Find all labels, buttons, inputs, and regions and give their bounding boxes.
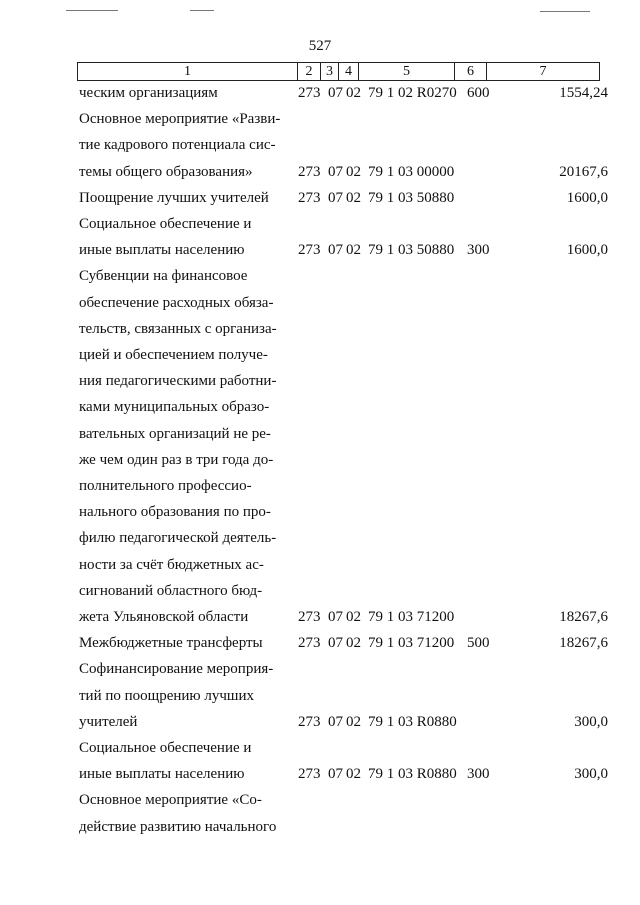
text-line: обеспечение расходных обяза- — [79, 294, 274, 311]
cell-expense-type: 500 — [467, 635, 490, 652]
cell-expense-type: 600 — [467, 85, 490, 101]
cell-amount: 1600,0 — [566, 242, 608, 259]
cell-amount: 300,0 — [574, 766, 608, 783]
cell-ministry: 273 — [298, 189, 321, 206]
cell-section: 07 — [328, 635, 343, 652]
text-line: полнительного профессио- — [79, 478, 252, 495]
text-line: ности за счёт бюджетных ас- — [79, 556, 264, 573]
page-number: 527 — [308, 38, 332, 54]
text-line: Поощрение лучших учителей — [79, 189, 269, 206]
cell-section: 07 — [328, 609, 343, 625]
text-line: Субвенции на финансовое — [79, 268, 248, 285]
cell-amount: 20167,6 — [559, 163, 608, 180]
cell-subsection: 02 — [346, 163, 361, 180]
text-line: ческим организациям — [79, 85, 218, 101]
cell-section: 07 — [328, 189, 343, 206]
text-line: тий по поощрению лучших — [79, 687, 254, 704]
cell-subsection: 02 — [346, 189, 361, 206]
cell-section: 07 — [328, 713, 343, 730]
column-header: 5 — [359, 63, 455, 81]
cell-target-code: 79 1 03 50880 — [368, 189, 455, 206]
cell-amount: 1554,24 — [559, 85, 608, 101]
cell-amount: 18267,6 — [559, 635, 608, 652]
cell-target-code: 79 1 03 R0880 — [368, 766, 457, 783]
column-header-row — [78, 63, 600, 81]
cell-subsection: 02 — [346, 609, 361, 625]
cell-ministry: 273 — [298, 713, 321, 730]
cell-amount: 300,0 — [574, 713, 608, 730]
text-line: Основное мероприятие «Разви- — [79, 111, 281, 128]
text-line: Софинансирование мероприя- — [79, 661, 274, 678]
text-line: вательных организаций не ре- — [79, 425, 271, 442]
table-row — [0, 764, 640, 784]
text-line: Социальное обеспечение и — [79, 740, 252, 757]
cell-section: 07 — [328, 242, 343, 259]
text-line: же чем один раз в три года до- — [79, 451, 274, 468]
text-line: Межбюджетные трансферты — [79, 635, 263, 652]
cell-target-code: 79 1 03 71200 — [368, 609, 455, 625]
cell-target-code: 79 1 03 50880 — [368, 242, 455, 259]
column-header: 1 — [78, 63, 298, 81]
cell-subsection: 02 — [346, 766, 361, 783]
column-header-table — [77, 62, 600, 81]
cell-ministry: 273 — [298, 85, 321, 101]
cell-section: 07 — [328, 163, 343, 180]
column-header: 3 — [321, 63, 339, 81]
cell-section: 07 — [328, 85, 343, 101]
table-row — [0, 188, 640, 208]
text-line: Социальное обеспечение и — [79, 216, 252, 233]
text-line: темы общего образования» — [79, 163, 253, 180]
cell-ministry: 273 — [298, 766, 321, 783]
cell-ministry: 273 — [298, 242, 321, 259]
text-line: Основное мероприятие «Со- — [79, 792, 262, 809]
text-line: иные выплаты населению — [79, 242, 245, 259]
scan-mark — [540, 11, 590, 12]
column-header: 6 — [455, 63, 487, 81]
text-line: нального образования по про- — [79, 504, 271, 521]
cell-target-code: 79 1 03 71200 — [368, 635, 455, 652]
cell-ministry: 273 — [298, 609, 321, 625]
cell-target-code: 79 1 03 R0880 — [368, 713, 457, 730]
table-row — [0, 633, 640, 653]
cell-subsection: 02 — [346, 635, 361, 652]
text-line: ния педагогическими работни- — [79, 373, 277, 390]
text-line: цией и обеспечением получе- — [79, 347, 268, 364]
cell-expense-type: 300 — [467, 766, 490, 783]
column-header: 7 — [487, 63, 600, 81]
cell-section: 07 — [328, 766, 343, 783]
text-line: учителей — [79, 713, 138, 730]
cell-amount: 1600,0 — [566, 189, 608, 206]
table-row — [0, 712, 640, 732]
cell-target-code: 79 1 02 R0270 — [368, 85, 457, 101]
text-line: тельств, связанных с организа- — [79, 320, 277, 337]
cell-amount: 18267,6 — [559, 609, 608, 625]
cell-ministry: 273 — [298, 163, 321, 180]
cell-ministry: 273 — [298, 635, 321, 652]
table-row — [0, 83, 640, 103]
table-row — [0, 607, 640, 627]
cell-expense-type: 300 — [467, 242, 490, 259]
column-header: 4 — [339, 63, 359, 81]
table-row — [0, 162, 640, 182]
text-line: действие развитию начального — [79, 818, 277, 835]
scan-mark — [66, 10, 118, 11]
scan-mark — [190, 10, 214, 11]
text-line: ками муниципальных образо- — [79, 399, 270, 416]
text-line: иные выплаты населению — [79, 766, 245, 783]
text-line: жета Ульяновской области — [79, 609, 249, 626]
text-line: сигнований областного бюд- — [79, 582, 263, 599]
cell-subsection: 02 — [346, 713, 361, 730]
text-line: тие кадрового потенциала сис- — [79, 137, 276, 154]
cell-subsection: 02 — [346, 242, 361, 259]
table-row — [0, 240, 640, 260]
cell-subsection: 02 — [346, 85, 361, 101]
cell-target-code: 79 1 03 00000 — [368, 163, 455, 180]
column-header: 2 — [298, 63, 321, 81]
text-line: филю педагогической деятель- — [79, 530, 277, 547]
